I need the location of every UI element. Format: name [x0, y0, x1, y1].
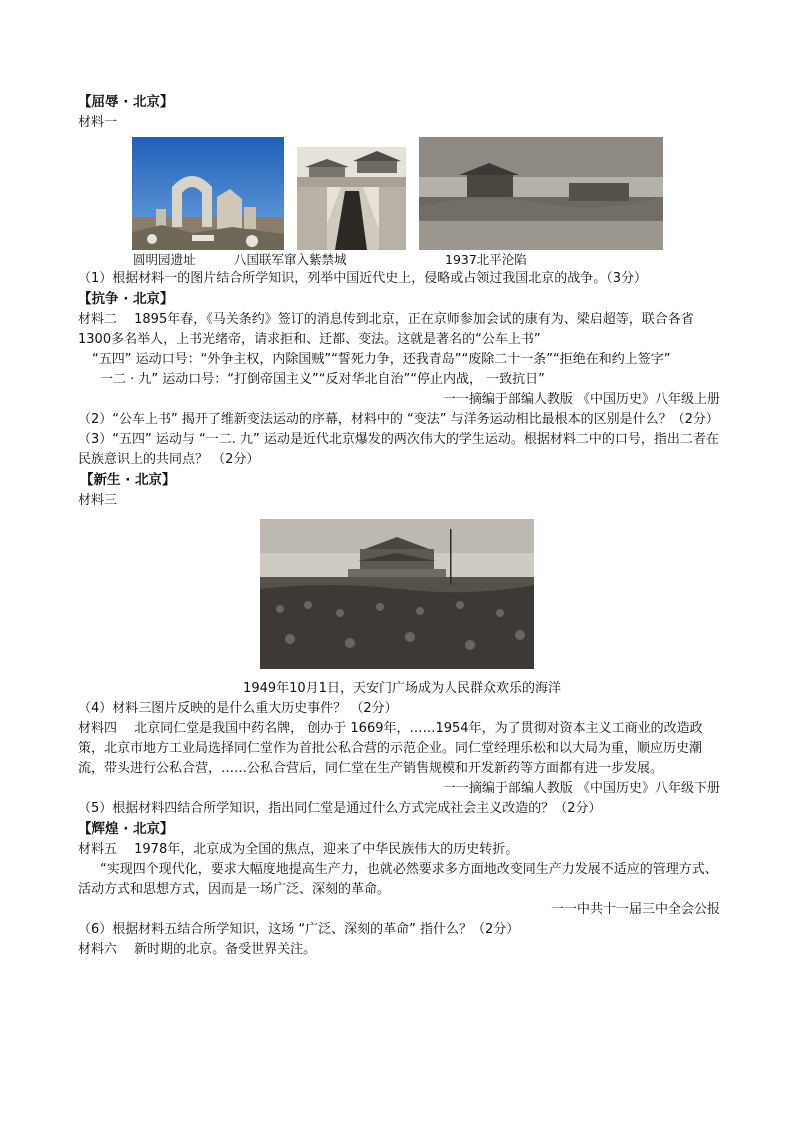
question-3: （3）“五四” 运动与 “一二. 九” 运动是近代北京爆发的两次伟大的学生运动。根据材料二中的口号，指出二者在民族意识上的共同点？ （2分）: [78, 432, 719, 467]
section-title-rebirth: 【新生 · 北京】: [80, 472, 176, 488]
material-5-source: 一一中共十一届三中全会公报: [550, 902, 720, 917]
caption-eight-nation: 八国联军窜入紫禁城: [234, 252, 347, 267]
material-1-images: [78, 133, 720, 269]
peiping-fall-photo: [419, 137, 663, 250]
material-5-quote: “实现四个现代化，要求大幅度地提高生产力，也就必然要求多方面地改变同生产力发展不适应的管理方式、活动方式和思想方式，因而是一场广泛、深刻的革命。: [78, 862, 718, 897]
material-4-source: 一一摘编于部编人教版 《中国历史》八年级下册: [442, 781, 720, 796]
caption-founding-ceremony: 1949年10月1日，天安门广场成为人民群众欢乐的海洋: [243, 681, 561, 696]
material-6-intro: 材料六 新时期的北京。备受世界关注。: [78, 942, 317, 957]
question-4: （4）材料三图片反映的是什么重大历史事件？ （2分）: [78, 701, 398, 716]
material-2-source: 一一摘编于部编人教版 《中国历史》八年级上册: [442, 392, 720, 407]
material-5-intro: 材料五 1978年，北京成为全国的焦点，迎来了中华民族伟大的历史转折。: [78, 842, 519, 857]
yuanmingyuan-ruins-photo: [132, 137, 284, 250]
section-title-resistance: 【抗争 · 北京】: [78, 291, 174, 307]
question-1: （1）根据材料一的图片结合所学知识，列举中国近代史上，侵略或占领过我国北京的战争。（3分）: [78, 271, 648, 286]
december-ninth-slogans: 一二 · 九” 运动口号：“打倒帝国主义”“反对华北自治”“停止内战， 一致抗日”: [100, 372, 545, 387]
may-fourth-slogans: “五四” 运动口号：“外争主权，内除国贼”“誓死力争，还我青岛”“废除二十一条”“拒绝在和约上签字”: [92, 352, 671, 367]
caption-peiping-fall: 1937北平沦陷: [445, 252, 527, 267]
material-2-paragraph: 材料二 1895年春，《马关条约》签订的消息传到北京，正在京师参加会试的康有为、梁启超等，联合各省 1300多名举人，上书光绪帝，请求拒和、迁都、变法。这就是著名的“公车上书”: [78, 312, 694, 347]
material-4-paragraph: 材料四 北京同仁堂是我国中药名牌， 创办于 1669年，……1954年，为了贯彻对资本主义工商业的改造政策，北京市地方工业局选择同仁堂作为首批公私合营的示范企业。同仁堂经理乐松和以大局为重，顺应历史潮流，带头进行公私合营，……公私合营后，同仁堂在生产销售规模和开发新药等方面都有进一步发展。: [78, 721, 703, 776]
caption-yuanmingyuan: 圆明园遗址: [133, 252, 196, 267]
material-1-label: 材料一: [78, 115, 118, 130]
question-2: （2）“公车上书” 揭开了维新变法运动的序幕，材料中的 “变法” 与洋务运动相比最根本的区别是什么？（2分）: [78, 412, 719, 427]
forbidden-city-invasion-photo: [297, 147, 406, 250]
material-3-image: [78, 511, 720, 679]
section-title-humiliation: 【屈辱 · 北京】: [78, 94, 174, 110]
document-page: [78, 92, 720, 960]
question-5: （5）根据材料四结合所学知识，指出同仁堂是通过什么方式完成社会主义改造的？（2分）: [78, 801, 602, 816]
section-title-glory: 【辉煌 · 北京】: [78, 821, 174, 837]
question-6: （6）根据材料五结合所学知识，这场 “广泛、深刻的革命” 指什么？（2分）: [78, 922, 520, 937]
founding-ceremony-photo: [260, 519, 534, 669]
material-3-label: 材料三: [78, 493, 118, 508]
